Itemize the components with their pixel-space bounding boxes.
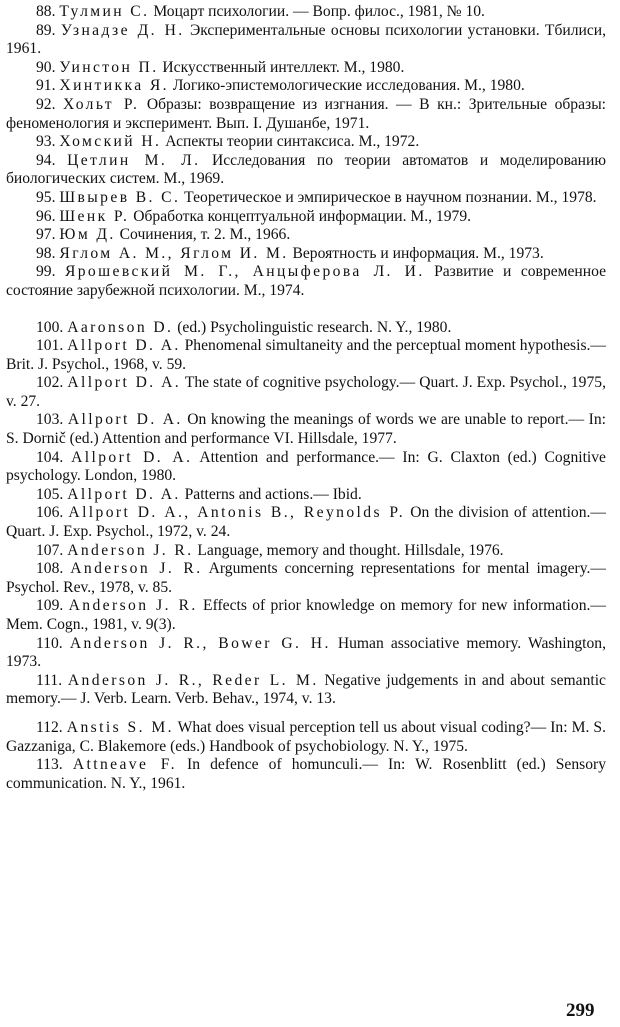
reference-author: Allport D. A.: [71, 448, 193, 466]
reference-author: Anderson J. R., Reder L. M.: [67, 671, 319, 689]
reference-item: 102. Allport D. A. The state of cognitive psychology.— Quart. J. Exp. Psychol., 1975, v. 27.: [6, 374, 606, 410]
reference-item: 91. Хинтикка Я. Логико-эпистемологические исследования. М., 1980.: [36, 77, 525, 95]
reference-item: 111. Anderson J. R., Reder L. M. Negative judgements in and about semantic memory.— J. Verb. Learn. Verb. Behav., 1974, v. 13.: [6, 671, 606, 708]
reference-author: Хольт Р.: [63, 95, 140, 113]
reference-author: Attneave F.: [72, 756, 177, 774]
reference-author: Anderson J. R.: [67, 541, 194, 559]
reference-author: Aaronson D.: [67, 318, 174, 336]
reference-author: Allport D. A.: [67, 485, 181, 503]
reference-item: 95. Швырев В. С. Теоретическое и эмпирическое в научном познании. М., 1978.: [36, 188, 597, 206]
reference-item: 108. Anderson J. R. Arguments concerning representations for mental imagery.— Psychol. Rev., 1978, v. 85.: [6, 560, 607, 596]
reference-item: 98. Яглом А. М., Яглом И. М. Вероятность и информация. М., 1973.: [36, 244, 544, 262]
reference-author: Anderson J. R.: [70, 560, 203, 578]
reference-author: Allport D. A.: [67, 411, 183, 429]
reference-author: Яглом А. М., Яглом И. М.: [59, 244, 289, 262]
reference-item: 92. Хольт Р. Образы: возвращение из изгнания. — В кн.: Зрительные образы: феноменология и эксперимент. Вып. I. Душанбе, 1971.: [6, 95, 606, 132]
reference-item: 97. Юм Д. Сочинения, т. 2. М., 1966.: [36, 226, 291, 244]
reference-item: 104. Allport D. A. Attention and performance.— In: G. Claxton (ed.) Cognitive psychology. London, 1980.: [6, 448, 606, 485]
reference-author: Узнадзе Д. Н.: [60, 21, 185, 39]
reference-author: Хинтикка Я.: [59, 77, 169, 95]
reference-author: Allport D. A.: [67, 374, 182, 392]
reference-author: Хомский Н.: [59, 133, 162, 151]
reference-item: 113. Attneave F. In defence of homunculi.— In: W. Rosenblitt (ed.) Sensory communication. N. Y., 1961.: [6, 756, 606, 792]
reference-item: 106. Allport D. A., Antonis B., Reynolds P. On the division of attention.— Quart. J. Exp. Psychol., 1972, v. 24.: [6, 504, 606, 541]
reference-item: 96. Шенк Р. Обработка концептуальной информации. М., 1979.: [36, 207, 472, 225]
reference-author: Уинстон П.: [59, 58, 159, 76]
reference-item: 101. Allport D. A. Phenomenal simultaneity and the perceptual moment hypothesis.— Brit. J. Psychol., 1968, v. 59.: [6, 337, 606, 373]
reference-item: 103. Allport D. A. On knowing the meanings of words we are unable to report.— In: S. Dornič (ed.) Attention and performance VI. Hillsdale, 1977.: [6, 411, 607, 448]
reference-item: 105. Allport D. A. Patterns and actions.— Ibid.: [36, 485, 362, 503]
reference-item: 109. Anderson J. R. Effects of prior knowledge on memory for new information.— Mem. Cogn., 1981, v. 9(3).: [6, 597, 606, 633]
page-number: 299: [566, 1000, 595, 1021]
reference-item: 99. Ярошевский М. Г., Анцыферова Л. И. Развитие и современное состояние зарубежной психологии. М., 1974.: [6, 263, 607, 299]
reference-author: Цетлин М. Л.: [67, 151, 201, 169]
reference-item: 90. Уинстон П. Искусственный интеллект. М., 1980.: [36, 58, 405, 76]
reference-item: 89. Узнадзе Д. Н. Экспериментальные основы психологии установки. Тбилиси, 1961.: [6, 21, 607, 58]
reference-item: 94. Цетлин М. Л. Исследования по теории автоматов и моделированию биологических систем. М., 1969.: [6, 151, 606, 188]
reference-author: Anderson J. R., Bower G. H.: [69, 634, 331, 652]
reference-author: Юм Д.: [59, 226, 116, 244]
reference-author: Тулмин С.: [59, 3, 150, 20]
reference-item: 100. Aaronson D. (ed.) Psycholinguistic research. N. Y., 1980.: [36, 318, 452, 336]
reference-author: Allport D. A.: [67, 337, 181, 355]
reference-list: [6, 3, 606, 793]
reference-author: Ярошевский М. Г., Анцыферова Л. И.: [64, 263, 425, 281]
reference-item: 88. Тулмин С. Моцарт психологии. — Вопр. филос., 1981, № 10.: [36, 3, 485, 20]
reference-item: 93. Хомский Н. Аспекты теории синтаксиса. М., 1972.: [36, 133, 420, 151]
reference-author: Шенк Р.: [59, 207, 130, 225]
reference-author: Anderson J. R.: [68, 597, 198, 615]
reference-author: Allport D. A., Antonis B., Reynolds P.: [68, 504, 406, 522]
reference-author: Anstis S. M.: [66, 718, 174, 736]
reference-author: Швырев В. С.: [59, 188, 181, 206]
reference-item: 112. Anstis S. M. What does visual perception tell us about visual coding?— In: M. S. Gazzaniga, C. Blakemore (eds.) Handbook of psychobiology. N. Y., 1975.: [6, 718, 606, 755]
reference-item: 110. Anderson J. R., Bower G. H. Human associative memory. Washington, 1973.: [6, 634, 607, 671]
reference-item: 107. Anderson J. R. Language, memory and thought. Hillsdale, 1976.: [36, 541, 504, 559]
